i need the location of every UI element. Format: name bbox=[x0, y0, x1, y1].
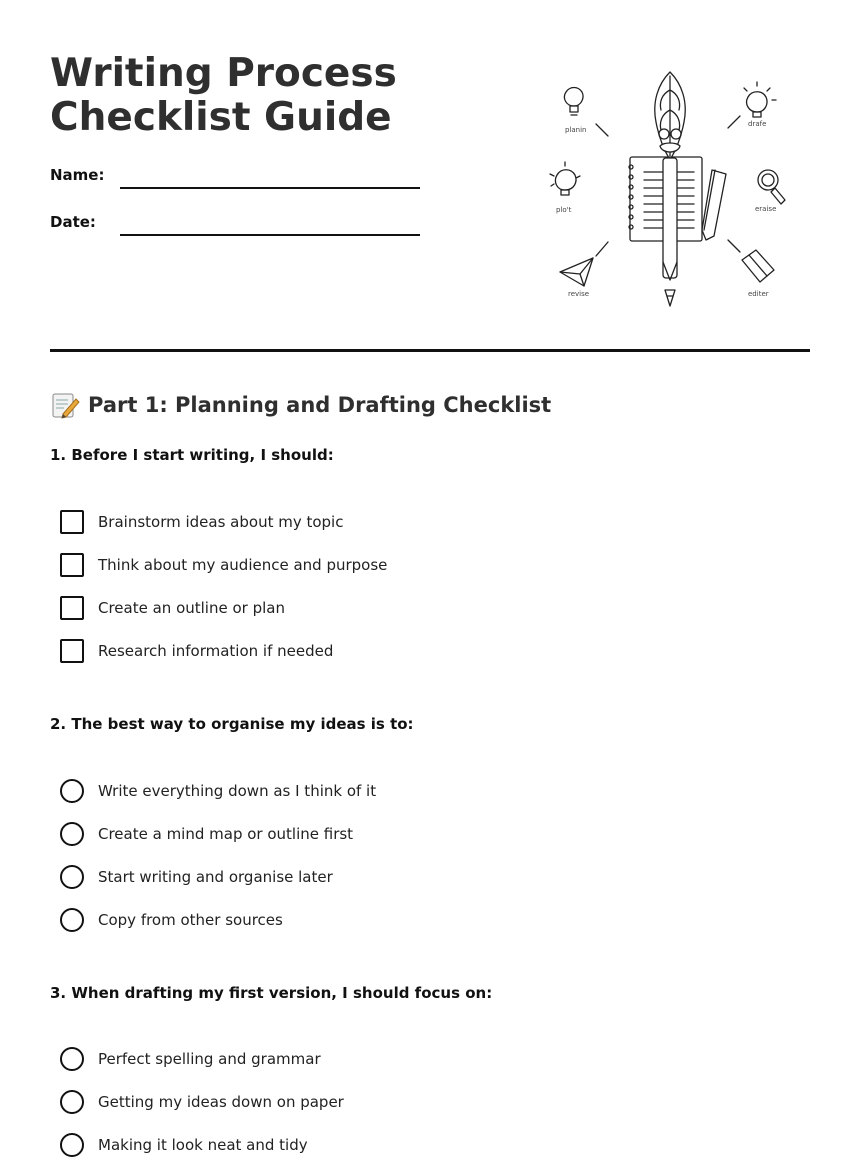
title-line-1: Writing Process bbox=[50, 51, 397, 96]
illustration-label: drafe bbox=[748, 120, 767, 128]
illustration-label: planin bbox=[565, 126, 587, 134]
option-label: Start writing and organise later bbox=[98, 868, 333, 886]
radio-button[interactable] bbox=[60, 865, 84, 889]
option-label: Research information if needed bbox=[98, 642, 334, 660]
option-label: Getting my ideas down on paper bbox=[98, 1093, 344, 1111]
page-title bbox=[50, 52, 470, 140]
radio-button[interactable] bbox=[60, 1133, 84, 1157]
name-label: Name: bbox=[50, 166, 105, 184]
option-label: Think about my audience and purpose bbox=[98, 556, 388, 574]
question-prompt: 3. When drafting my first version, I should focus on: bbox=[50, 984, 493, 1002]
radio-option[interactable] bbox=[60, 1133, 308, 1157]
radio-option[interactable] bbox=[60, 865, 333, 889]
question-prompt: 1. Before I start writing, I should: bbox=[50, 446, 334, 464]
radio-button[interactable] bbox=[60, 822, 84, 846]
radio-option[interactable] bbox=[60, 779, 376, 803]
radio-button[interactable] bbox=[60, 1047, 84, 1071]
option-label: Write everything down as I think of it bbox=[98, 782, 377, 800]
section-title-text: Part 1: Planning and Drafting Checklist bbox=[88, 393, 552, 417]
memo-icon bbox=[50, 390, 80, 420]
eraser-icon bbox=[742, 250, 774, 282]
radio-button[interactable] bbox=[60, 779, 84, 803]
checkbox[interactable] bbox=[60, 639, 84, 663]
paper-plane-icon bbox=[560, 258, 593, 286]
title-line-2: Checklist Guide bbox=[50, 95, 392, 140]
magnifier-icon bbox=[758, 170, 785, 204]
section-divider bbox=[50, 349, 810, 352]
option-label: Perfect spelling and grammar bbox=[98, 1050, 321, 1068]
radio-option[interactable] bbox=[60, 1047, 321, 1071]
writing-process-illustration bbox=[540, 62, 800, 314]
section-title bbox=[50, 390, 551, 420]
checkbox-option[interactable] bbox=[60, 553, 387, 577]
checkbox[interactable] bbox=[60, 596, 84, 620]
option-label: Create an outline or plan bbox=[98, 599, 285, 617]
checkbox-option[interactable] bbox=[60, 510, 343, 534]
option-label: Making it look neat and tidy bbox=[98, 1136, 308, 1154]
illustration-label: eraise bbox=[755, 205, 777, 213]
lightbulb-icon bbox=[564, 88, 583, 116]
radio-option[interactable] bbox=[60, 908, 283, 932]
checkbox[interactable] bbox=[60, 510, 84, 534]
date-label: Date: bbox=[50, 213, 96, 231]
name-field[interactable] bbox=[120, 187, 420, 189]
pencil-icon bbox=[702, 170, 726, 240]
checkbox[interactable] bbox=[60, 553, 84, 577]
radio-button[interactable] bbox=[60, 908, 84, 932]
question-prompt: 2. The best way to organise my ideas is to: bbox=[50, 715, 414, 733]
illustration-label: plo't bbox=[556, 206, 572, 214]
radio-option[interactable] bbox=[60, 822, 353, 846]
radio-option[interactable] bbox=[60, 1090, 344, 1114]
lightbulb-icon bbox=[550, 162, 580, 195]
illustration-label: revise bbox=[568, 290, 590, 298]
checkbox-option[interactable] bbox=[60, 639, 333, 663]
illustration-label: editer bbox=[748, 290, 769, 298]
lightbulb-icon bbox=[744, 82, 776, 117]
date-field[interactable] bbox=[120, 234, 420, 236]
checkbox-option[interactable] bbox=[60, 596, 285, 620]
option-label: Create a mind map or outline first bbox=[98, 825, 354, 843]
option-label: Copy from other sources bbox=[98, 911, 283, 929]
radio-button[interactable] bbox=[60, 1090, 84, 1114]
option-label: Brainstorm ideas about my topic bbox=[98, 513, 344, 531]
